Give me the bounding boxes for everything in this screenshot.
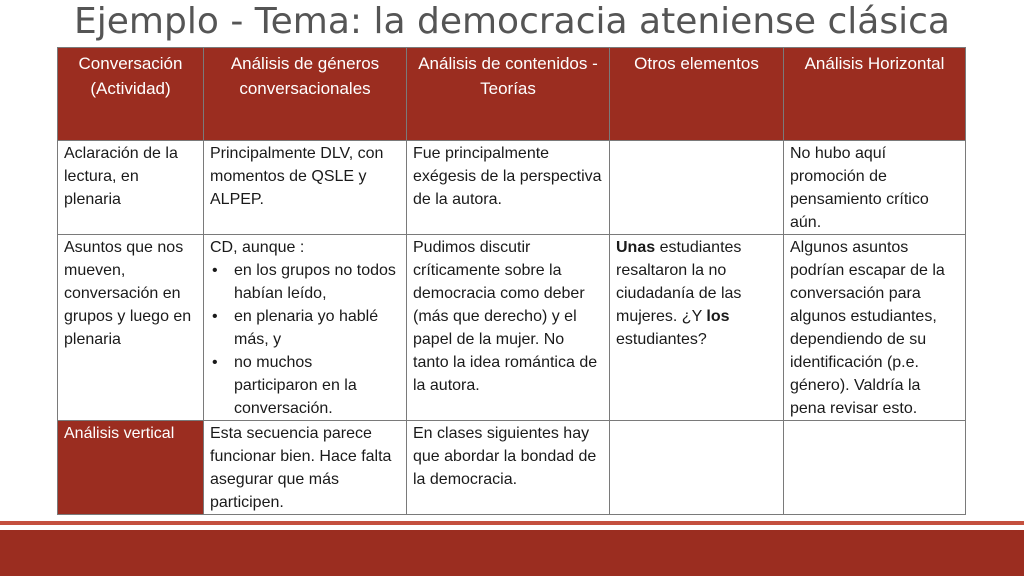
table-cell: No hubo aquí promoción de pensamiento crítico aún. [784,141,966,235]
table-cell: Asuntos que nos mueven, conversación en grupos y luego en plenaria [58,235,204,421]
accent-line [0,521,1024,525]
table-cell: Aclaración de la lectura, en plenaria [58,141,204,235]
list-item: • en plenaria yo hablé más, y [210,305,400,351]
header-conversacion: Conversación (Actividad) [58,48,204,141]
cell-intro: CD, aunque : [210,239,305,256]
list-item: • no muchos participaron en la conversación. [210,351,400,420]
cell-text: estudiantes resaltaron la no ciudadanía de las mujeres. ¿Y [616,239,742,325]
table-row [58,421,966,515]
table-cell: Pudimos discutir críticamente sobre la democracia como deber (más que derecho) y el papel de la mujer. No tanto la idea romántica de la autora. [407,235,610,421]
bold-text: Unas [616,239,656,256]
cell-text: estudiantes? [616,331,707,348]
table-cell: Algunos asuntos podrían escapar de la conversación para algunos estudiantes, dependiendo de su identificación (p.e. género). Valdría la pena revisar esto. [784,235,966,421]
table-cell: Fue principalmente exégesis de la perspectiva de la autora. [407,141,610,235]
header-generos: Análisis de géneros conversacionales [204,48,407,141]
table-cell: Principalmente DLV, con momentos de QSLE y ALPEP. [204,141,407,235]
table-header-row [58,48,966,141]
list-item: • en los grupos no todos habían leído, [210,259,400,305]
slide-title: Ejemplo - Tema: la democracia ateniense clásica [74,1,950,42]
table-cell [784,421,966,515]
row-header-vertical: Análisis vertical [58,421,204,515]
bold-text: los [706,308,730,325]
header-contenidos: Análisis de contenidos - Teorías [407,48,610,141]
table-cell: En clases siguientes hay que abordar la bondad de la democracia. [407,421,610,515]
table-cell: Esta secuencia parece funcionar bien. Hace falta asegurar que más participen. [204,421,407,515]
analysis-table [57,47,966,515]
header-horizontal: Análisis Horizontal [784,48,966,141]
footer-band [0,530,1024,576]
header-otros: Otros elementos [610,48,784,141]
table-row [58,235,966,421]
table-cell [610,235,784,421]
table-cell [204,235,407,421]
table-cell [610,421,784,515]
table-row [58,141,966,235]
table-cell [610,141,784,235]
bullet-list [210,259,400,420]
